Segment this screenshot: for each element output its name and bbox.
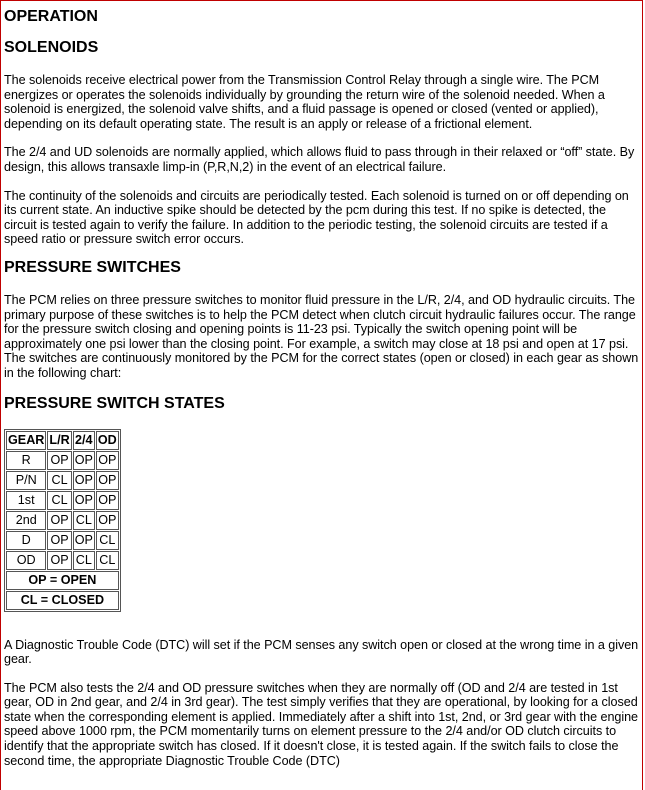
table-header-cell: OD — [96, 431, 119, 450]
table-cell: CL — [73, 551, 95, 570]
legend-closed: CL = CLOSED — [6, 591, 119, 610]
table-cell: R — [6, 451, 46, 470]
table-cell: OP — [73, 531, 95, 550]
table-cell: CL — [96, 531, 119, 550]
table-row — [6, 531, 119, 550]
table-header-cell: L/R — [47, 431, 71, 450]
table-cell: 2nd — [6, 511, 46, 530]
table-cell: OP — [96, 451, 119, 470]
table-cell: OP — [73, 491, 95, 510]
pressure-switch-states-table — [4, 429, 121, 612]
table-header-row — [6, 431, 119, 450]
table-row — [6, 491, 119, 510]
table-cell: OP — [47, 551, 71, 570]
table-row — [6, 551, 119, 570]
table-cell: CL — [47, 491, 71, 510]
legend-open: OP = OPEN — [6, 571, 119, 590]
table-cell: OP — [47, 531, 71, 550]
heading-solenoids: SOLENOIDS — [4, 39, 99, 56]
table-cell: CL — [47, 471, 71, 490]
table-cell: OP — [96, 471, 119, 490]
dtc-paragraph-2: The PCM also tests the 2/4 and OD pressure switches when they are normally off (OD and 2/4 are tested in 1st gear, OD in 2nd gear, and 2/4 in 3rd gear). The test simply verifies that they are operational, by looking for a closed state when the corresponding element is applied. Immediately after a shift into 1st, 2nd, or 3rd gear with the engine speed above 1000 rpm, the PCM momentarily turns on element pressure to the 2/4 and/or OD clutch circuits to identify that the appropriate switch has closed. If it doesn't close, it is tested again. If the switch fails to close the second time, the appropriate Diagnostic Trouble Code (DTC) — [4, 680, 639, 768]
table-cell: OP — [47, 451, 71, 470]
table-cell: CL — [73, 511, 95, 530]
table-cell: OD — [6, 551, 46, 570]
solenoids-paragraph-1: The solenoids receive electrical power from the Transmission Control Relay through a single wire. The PCM energizes or operates the solenoids individually by grounding the return wire of the solenoid needed. When a solenoid is energized, the solenoid valve shifts, and a fluid passage is opened or closed (vented or applied), depending on its default operating state. The result is an apply or release of a frictional element. — [4, 73, 605, 131]
table-row — [6, 451, 119, 470]
heading-pressure-switches: PRESSURE SWITCHES — [4, 258, 181, 276]
table-header-cell: GEAR — [6, 431, 46, 450]
solenoids-paragraph-2: The 2/4 and UD solenoids are normally applied, which allows fluid to pass through in their relaxed or “off” state. By design, this allows transaxle limp-in (P,R,N,2) in the event of an electrical failure. — [4, 145, 635, 174]
table-cell: 1st — [6, 491, 46, 510]
table-legend-row — [6, 591, 119, 610]
table-row — [6, 471, 119, 490]
table-header-cell: 2/4 — [73, 431, 95, 450]
pressure-switches-paragraph: The PCM relies on three pressure switches to monitor fluid pressure in the L/R, 2/4, and OD hydraulic circuits. The primary purpose of these switches is to help the PCM detect when clutch circuit hydraulic failures occur. The range for the pressure switch closing and opening points is 11-23 psi. Typically the switch opening point will be approximately one psi lower than the closing point. For example, a switch may close at 18 psi and open at 17 psi. The switches are continuously monitored by the PCM for the correct states (open or closed) in each gear as shown in the following chart: — [4, 292, 639, 380]
table-cell: OP — [47, 511, 71, 530]
heading-pressure-switch-states: PRESSURE SWITCH STATES — [4, 394, 225, 412]
table-cell: P/N — [6, 471, 46, 490]
solenoids-paragraph-3: The continuity of the solenoids and circuits are periodically tested. Each solenoid is turned on or off depending on its current state. An inductive spike should be detected by the pcm during this test. If no spike is detected, the circuit is tested again to verify the failure. In addition to the periodic testing, the solenoid circuits are tested if a speed ratio or pressure switch error occurs. — [4, 188, 629, 247]
heading-operation: OPERATION — [4, 8, 98, 25]
table-cell: CL — [96, 551, 119, 570]
table-cell: OP — [73, 471, 95, 490]
table-cell: D — [6, 531, 46, 550]
table-cell: OP — [96, 511, 119, 530]
table-legend-row — [6, 571, 119, 590]
table-cell: OP — [73, 451, 95, 470]
document-content — [1, 1, 642, 768]
dtc-paragraph-1: A Diagnostic Trouble Code (DTC) will set if the PCM senses any switch open or closed at the wrong time in a given gear. — [4, 637, 639, 667]
table-cell: OP — [96, 491, 119, 510]
table-row — [6, 511, 119, 530]
